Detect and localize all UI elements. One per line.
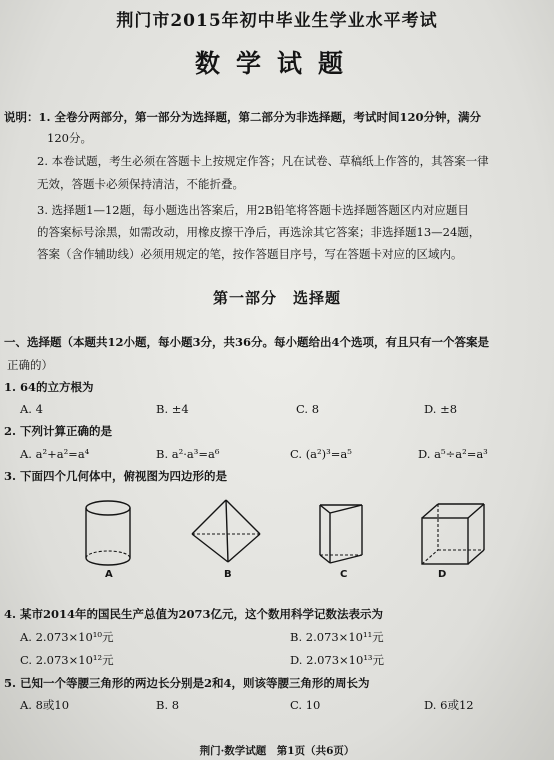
instructions-line-6: 的答案标号涂黑，如需改动，用橡皮擦干净后，再选涂其它答案；非选择题13—24题， xyxy=(37,225,481,239)
exam-header-title: 荆门市2015年初中毕业生学业水平考试 xyxy=(116,11,438,31)
instructions-line-1: 说明：1. 全卷分两部分，第一部分为选择题，第二部分为非选择题，考试时间120分钟，满分 xyxy=(4,110,482,124)
question-1-option-c: C. 8 xyxy=(296,402,320,416)
instructions-line-2: 120分。 xyxy=(47,131,92,145)
question-4-option-d: D. 2.073×10¹³元 xyxy=(290,653,385,667)
question-2-option-a: A. a²+a²=a⁴ xyxy=(20,447,90,461)
question-1-option-b: B. ±4 xyxy=(156,402,189,416)
question-5-option-d: D. 6或12 xyxy=(424,698,474,712)
cylinder-icon xyxy=(80,498,136,570)
question-2-option-d: D. a⁵÷a²=a³ xyxy=(418,447,488,461)
question-1-option-a: A. 4 xyxy=(20,402,43,416)
instructions-line-7: 答案（含作辅助线）必须用规定的笔，按作答题目序号，写在答题卡对应的区域内。 xyxy=(37,247,463,261)
pyramid-icon xyxy=(188,496,264,570)
question-4-stem: 4. 某市2014年的国民生产总值为2073亿元，这个数用科学记数法表示为 xyxy=(4,607,384,621)
question-3-stem: 3. 下面四个几何体中，俯视图为四边形的是 xyxy=(4,469,228,483)
question-5-option-c: C. 10 xyxy=(290,698,321,712)
part-intro-line-1: 一、选择题（本题共12小题，每小题3分，共36分。每小题给出4个选项，有且只有一个答案是 xyxy=(4,335,490,349)
question-2-option-b: B. a²·a³=a⁶ xyxy=(156,447,220,461)
instructions-line-3: 2. 本卷试题，考生必须在答题卡上按规定作答；凡在试卷、草稿纸上作答的，其答案一律 xyxy=(37,154,489,168)
question-5-stem: 5. 已知一个等腰三角形的两边长分别是2和4，则该等腰三角形的周长为 xyxy=(4,676,370,690)
question-5-option-b: B. 8 xyxy=(156,698,180,712)
question-4-option-a: A. 2.073×10¹⁰元 xyxy=(20,630,114,644)
triangular-prism-icon xyxy=(316,499,366,569)
question-4-option-b: B. 2.073×10¹¹元 xyxy=(290,630,384,644)
page-footer: 荆门·数学试题 第1页（共6页） xyxy=(199,745,355,757)
figure-a-label: A xyxy=(105,569,113,580)
instructions-line-4: 无效，答题卡必须保持清洁，不能折叠。 xyxy=(37,177,244,191)
instructions-line-5: 3. 选择题1—12题，每小题选出答案后，用2B铅笔将答题卡选择题答题区内对应题目 xyxy=(37,203,469,217)
figure-d-label: D xyxy=(438,569,447,580)
question-5-option-a: A. 8或10 xyxy=(20,698,70,712)
figure-c-label: C xyxy=(340,569,348,580)
question-1-option-d: D. ±8 xyxy=(424,402,458,416)
question-4-option-c: C. 2.073×10¹²元 xyxy=(20,653,114,667)
part-intro-line-2: 正确的） xyxy=(7,358,53,372)
figure-b-label: B xyxy=(224,569,232,580)
question-2-stem: 2. 下列计算正确的是 xyxy=(4,424,113,438)
exam-subject-title: 数学试题 xyxy=(194,49,359,78)
cube-icon xyxy=(418,500,488,568)
question-1-stem: 1. 64的立方根为 xyxy=(4,380,94,394)
section-title: 第一部分 选择题 xyxy=(212,289,341,307)
question-2-option-c: C. (a²)³=a⁵ xyxy=(290,447,352,461)
